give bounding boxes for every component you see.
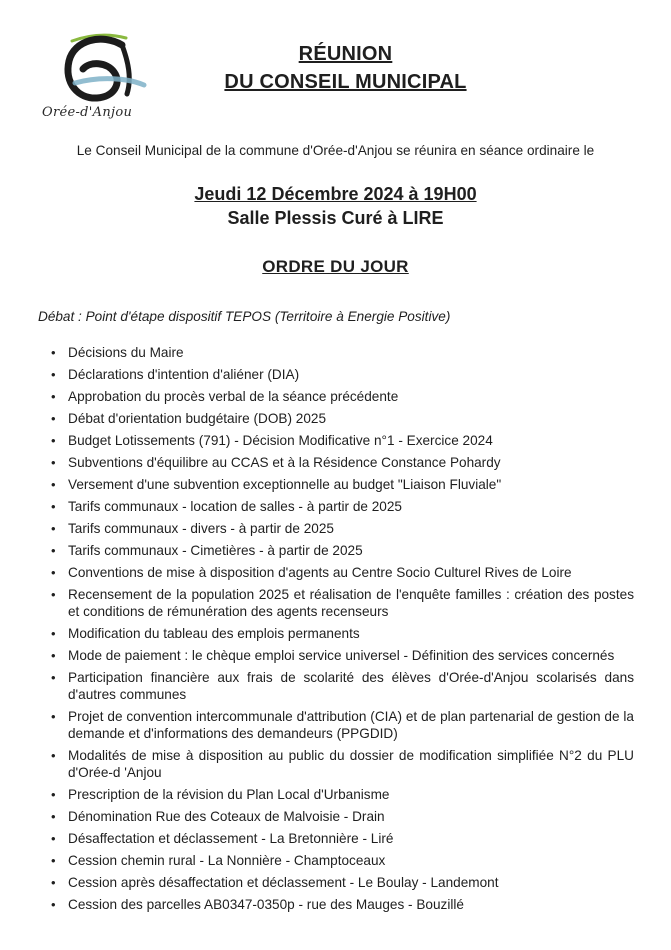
agenda-item [38, 366, 634, 383]
agenda-item [38, 874, 634, 891]
agenda-item-text: Recensement de la population 2025 et réalisation de l'enquête familles : création des postes et conditions de rémunération des agents recenseurs [68, 587, 634, 619]
agenda-item-text: Cession des parcelles AB0347-0350p - rue des Mauges - Bouzillé [68, 897, 464, 912]
debate-line: Débat : Point d'étape dispositif TEPOS (Territoire à Energie Positive) [38, 309, 451, 324]
agenda-item-text: Approbation du procès verbal de la séance précédente [68, 389, 399, 404]
agenda-item-text: Désaffectation et déclassement - La Bretonnière - Liré [68, 831, 394, 846]
agenda-item-text: Budget Lotissements (791) - Décision Modificative n°1 - Exercice 2024 [68, 433, 493, 448]
agenda-item [38, 410, 634, 427]
agenda-item-text: Versement d'une subvention exceptionnelle au budget "Liaison Fluviale" [68, 477, 502, 492]
agenda-item [38, 564, 634, 581]
agenda-item [38, 388, 634, 405]
agenda-item [38, 520, 634, 537]
agenda-item [38, 454, 634, 471]
meeting-location: Salle Plessis Curé à LIRE [227, 208, 444, 228]
agenda-item-text: Déclarations d'intention d'aliéner (DIA) [68, 367, 300, 382]
agenda-item-text: Décisions du Maire [68, 345, 184, 360]
agenda-item [38, 498, 634, 515]
agenda-item [38, 747, 634, 781]
title-line-1: RÉUNION [298, 43, 393, 65]
intro-sentence: Le Conseil Municipal de la commune d'Orée-d'Anjou se réunira en séance ordinaire le [76, 143, 595, 158]
agenda-item-text: Débat d'orientation budgétaire (DOB) 2025 [68, 411, 327, 426]
agenda-item-text: Tarifs communaux - Cimetières - à partir de 2025 [68, 543, 363, 558]
agenda-item-text: Cession chemin rural - La Nonnière - Champtoceaux [68, 853, 386, 868]
agenda-item-text: Dénomination Rue des Coteaux de Malvoisie - Drain [68, 809, 385, 824]
agenda-item [38, 542, 634, 559]
agenda-item-text: Modalités de mise à disposition au public du dossier de modification simplifiée N°2 du PLU d'Orée-d 'Anjou [68, 748, 634, 780]
agenda-item [38, 647, 634, 664]
agenda-item [38, 432, 634, 449]
agenda-item-text: Prescription de la révision du Plan Local d'Urbanisme [68, 787, 390, 802]
agenda-item-text: Projet de convention intercommunale d'attribution (CIA) et de plan partenarial de gestion de la demande et d'informations des demandeurs (PPGDID) [68, 709, 634, 741]
agenda-item-text: Tarifs communaux - divers - à partir de 2025 [68, 521, 334, 536]
agenda-item [38, 708, 634, 742]
logo-caption: Orée-d'Anjou [42, 105, 133, 120]
title-line-2: DU CONSEIL MUNICIPAL [224, 71, 467, 93]
agenda-heading: ORDRE DU JOUR [262, 257, 409, 276]
agenda-item [38, 344, 634, 361]
agenda-list [38, 344, 634, 913]
agenda-item [38, 669, 634, 703]
agenda-item-text: Subventions d'équilibre au CCAS et à la Résidence Constance Pohardy [68, 455, 501, 470]
meeting-datetime: Jeudi 12 Décembre 2024 à 19H00 [194, 184, 477, 204]
agenda-item-text: Conventions de mise à disposition d'agents au Centre Socio Culturel Rives de Loire [68, 565, 572, 580]
agenda-item-text: Participation financière aux frais de scolarité des élèves d'Orée-d'Anjou scolarisés dans d'autres communes [68, 670, 634, 702]
agenda-item [38, 786, 634, 803]
agenda-item [38, 808, 634, 825]
agenda-item-text: Tarifs communaux - location de salles - à partir de 2025 [68, 499, 402, 514]
agenda-item-text: Cession après désaffectation et déclassement - Le Boulay - Landemont [68, 875, 499, 890]
agenda-item-text: Mode de paiement : le chèque emploi service universel - Définition des services concernés [68, 648, 615, 663]
agenda-item [38, 476, 634, 493]
agenda-item [38, 830, 634, 847]
agenda-item [38, 896, 634, 913]
agenda-item [38, 852, 634, 869]
agenda-item [38, 586, 634, 620]
meeting-block [0, 182, 671, 230]
page-title [10, 0, 671, 96]
agenda-item [38, 625, 634, 642]
agenda-item-text: Modification du tableau des emplois permanents [68, 626, 360, 641]
